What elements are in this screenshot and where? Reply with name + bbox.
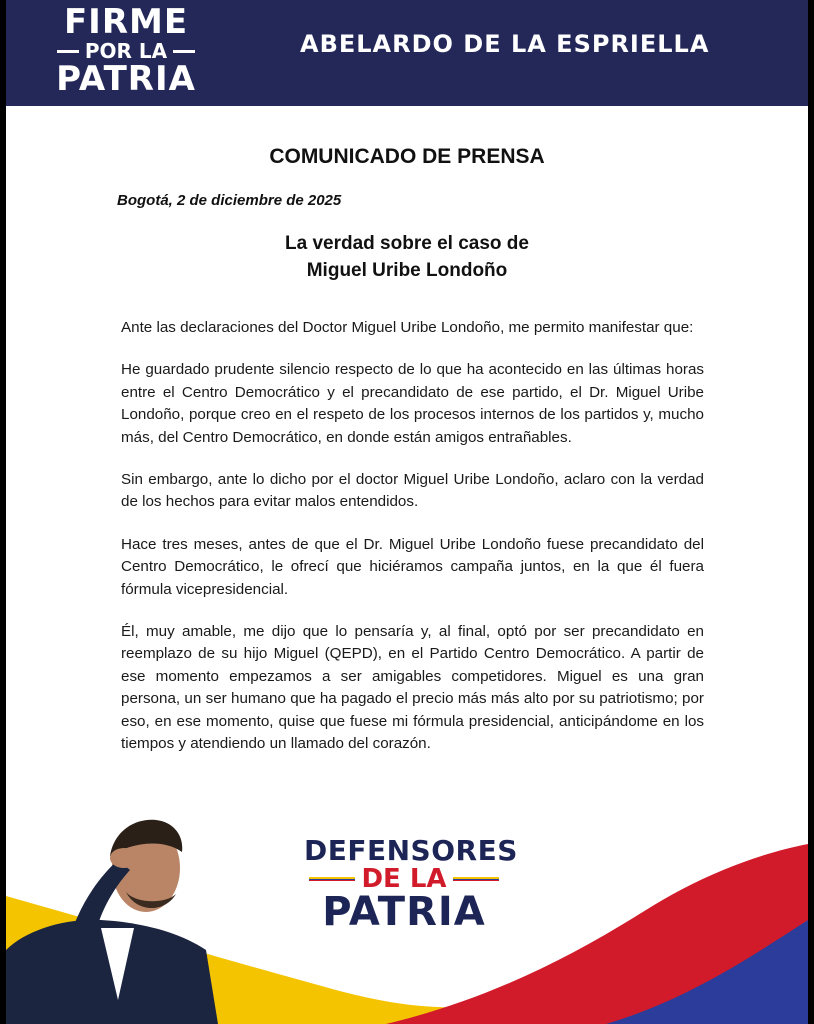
paragraph: He guardado prudente silencio respecto de lo que ha acontecido en las últimas horas entre el Centro Democrático y el precandidato de ese partido, el Dr. Miguel Uribe Londoño, porque creo en el respeto de los procesos internos de los partidos y, mucho más, del Centro Democrático, en donde están amigos entrañables. xyxy=(121,361,704,446)
document-body xyxy=(121,317,704,776)
document-title: COMUNICADO DE PRENSA xyxy=(269,145,545,168)
flag-stripe-left xyxy=(309,877,355,881)
logo-bar-left xyxy=(57,50,79,53)
document-subtitle xyxy=(6,230,808,284)
candidate-name: ABELARDO DE LA ESPRIELLA xyxy=(300,30,710,58)
de-la-line: DE LA xyxy=(361,864,447,894)
subtitle-line-1: La verdad sobre el caso de xyxy=(285,233,529,254)
defensores-line: DEFENSORES xyxy=(304,834,518,867)
logo-line-patria: PATRIA xyxy=(56,59,196,99)
logo-line-por-la: POR LA xyxy=(84,39,168,63)
paragraph: Hace tres meses, antes de que el Dr. Miguel Uribe Londoño fuese precandidato del Centro Democrático, le ofrecí que hiciéramos campaña juntos, en la que él fuera fórmula vicepresidencial. xyxy=(121,535,704,598)
firme-por-la-patria-logo xyxy=(6,2,246,99)
logo-line-firme: FIRME xyxy=(63,2,189,42)
flag-stripe-right xyxy=(453,877,499,881)
press-release-sheet xyxy=(6,0,808,1024)
logo-bar-right xyxy=(173,50,195,53)
defensores-de-la-patria-logo xyxy=(304,834,518,935)
paragraph: Ante las declaraciones del Doctor Miguel Uribe Londoño, me permito manifestar que: xyxy=(121,319,694,336)
paragraph: Él, muy amable, me dijo que lo pensaría y, al final, optó por ser precandidato en reemplazo de su hijo Miguel (QEPD), en el Partido Centro Democrático. A partir de ese momento empezamos a ser amigables competidores. Miguel es una gran persona, un ser humano que ha pagado el precio más más alto por su patriotismo; por eso, en ese momento, quise que fuese mi fórmula presidencial, anticipándome en los tiempos y atendiendo un llamado del corazón. xyxy=(121,623,704,753)
subtitle-line-2: Miguel Uribe Londoño xyxy=(306,260,508,281)
patria-line: PATRIA xyxy=(322,889,486,935)
header-banner xyxy=(6,0,808,106)
paragraph: Sin embargo, ante lo dicho por el doctor Miguel Uribe Londoño, aclaro con la verdad de los hechos para evitar malos entendidos. xyxy=(121,471,704,511)
dateline: Bogotá, 2 de diciembre de 2025 xyxy=(117,192,342,209)
